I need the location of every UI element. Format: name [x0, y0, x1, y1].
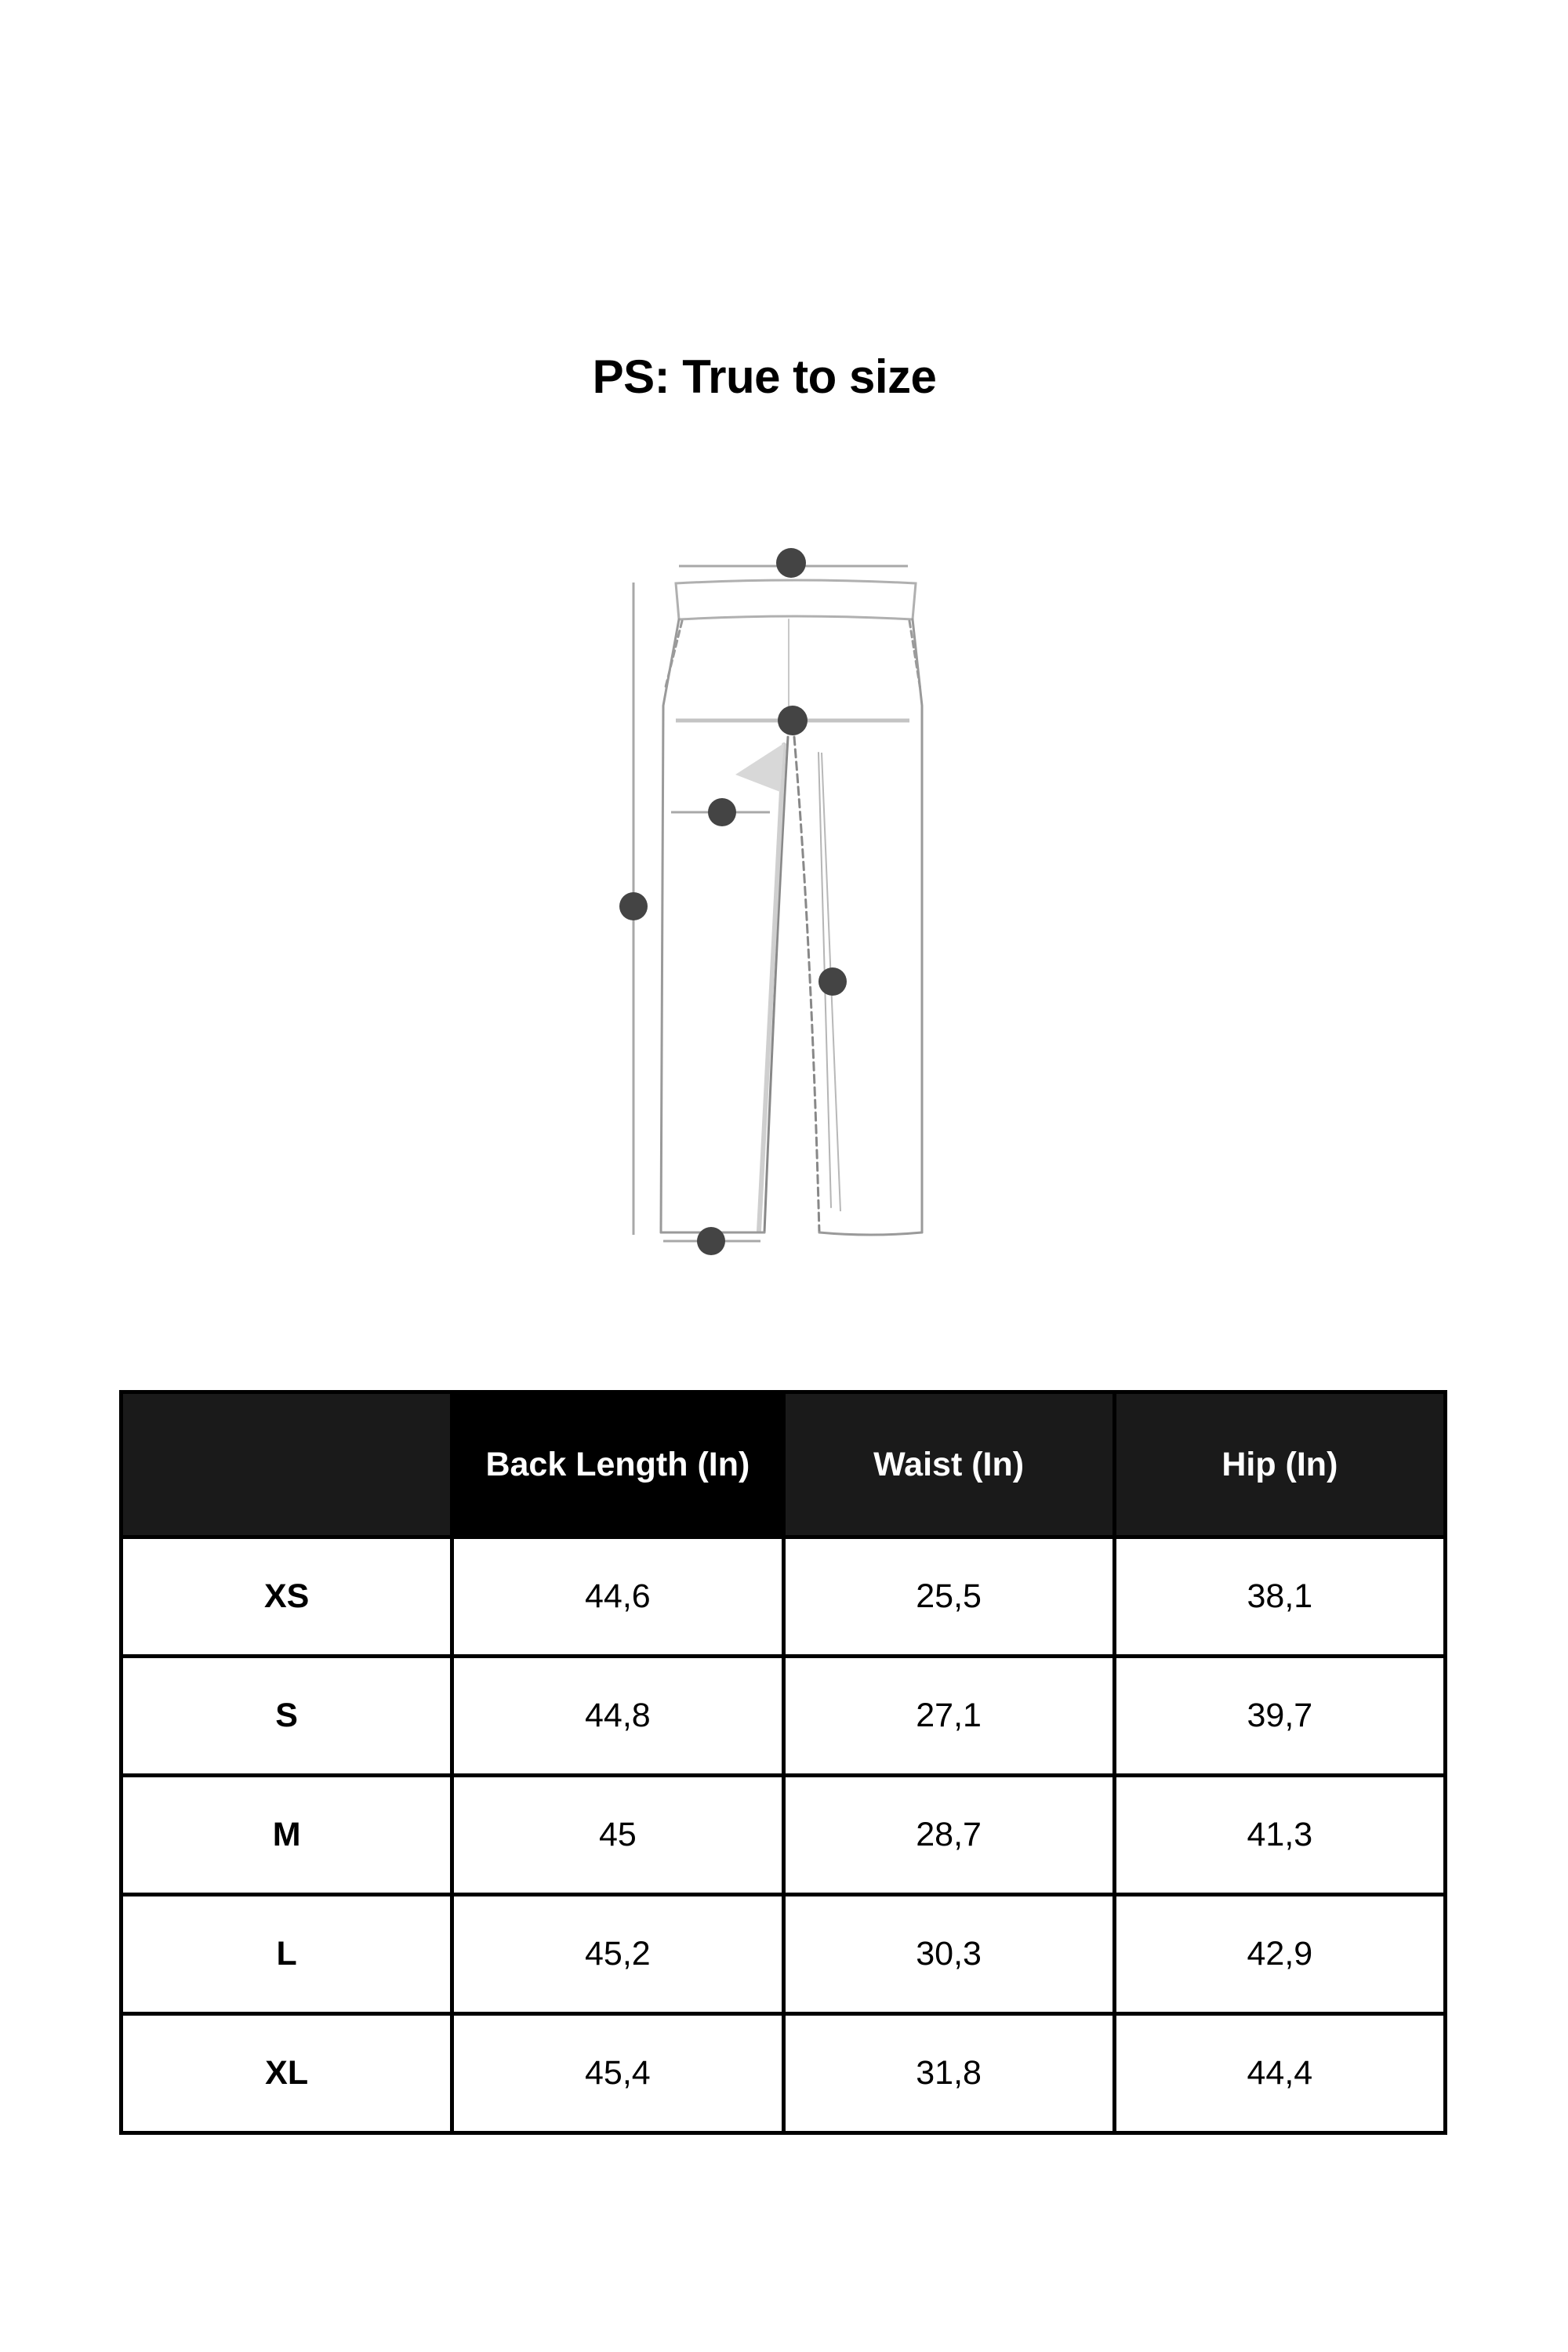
cell-back-length: 45 — [452, 1776, 783, 1895]
marker-1-icon — [776, 548, 806, 578]
table-row — [122, 2014, 1446, 2133]
cell-waist: 30,3 — [783, 1895, 1114, 2014]
cell-size: XS — [122, 1537, 452, 1657]
cell-hip: 38,1 — [1114, 1537, 1445, 1657]
cell-size: M — [122, 1776, 452, 1895]
pants-measurement-diagram — [596, 533, 956, 1286]
page-title: PS: True to size — [592, 350, 937, 403]
table-row — [122, 1537, 1446, 1657]
size-chart-table — [119, 1390, 1447, 2135]
marker-2-icon — [778, 706, 808, 735]
pants-illustration — [596, 533, 956, 1286]
header-back-length: Back Length (In) — [452, 1392, 783, 1537]
cell-hip: 41,3 — [1114, 1776, 1445, 1895]
cell-waist: 27,1 — [783, 1657, 1114, 1776]
marker-5-icon — [818, 967, 847, 996]
cell-waist: 25,5 — [783, 1537, 1114, 1657]
marker-4-icon — [697, 1227, 725, 1255]
marker-3-icon — [708, 798, 736, 826]
header-size — [122, 1392, 452, 1537]
cell-hip: 42,9 — [1114, 1895, 1445, 2014]
table-row — [122, 1895, 1446, 2014]
table-row — [122, 1776, 1446, 1895]
cell-back-length: 45,4 — [452, 2014, 783, 2133]
cell-waist: 28,7 — [783, 1776, 1114, 1895]
cell-back-length: 45,2 — [452, 1895, 783, 2014]
cell-hip: 39,7 — [1114, 1657, 1445, 1776]
cell-size: XL — [122, 2014, 452, 2133]
table-header-row — [122, 1392, 1446, 1537]
header-hip: Hip (In) — [1114, 1392, 1445, 1537]
table-row — [122, 1657, 1446, 1776]
cell-back-length: 44,8 — [452, 1657, 783, 1776]
cell-size: S — [122, 1657, 452, 1776]
header-waist: Waist (In) — [783, 1392, 1114, 1537]
measurement-markers — [619, 548, 847, 1255]
cell-back-length: 44,6 — [452, 1537, 783, 1657]
cell-hip: 44,4 — [1114, 2014, 1445, 2133]
cell-waist: 31,8 — [783, 2014, 1114, 2133]
cell-size: L — [122, 1895, 452, 2014]
marker-6-icon — [619, 892, 648, 920]
